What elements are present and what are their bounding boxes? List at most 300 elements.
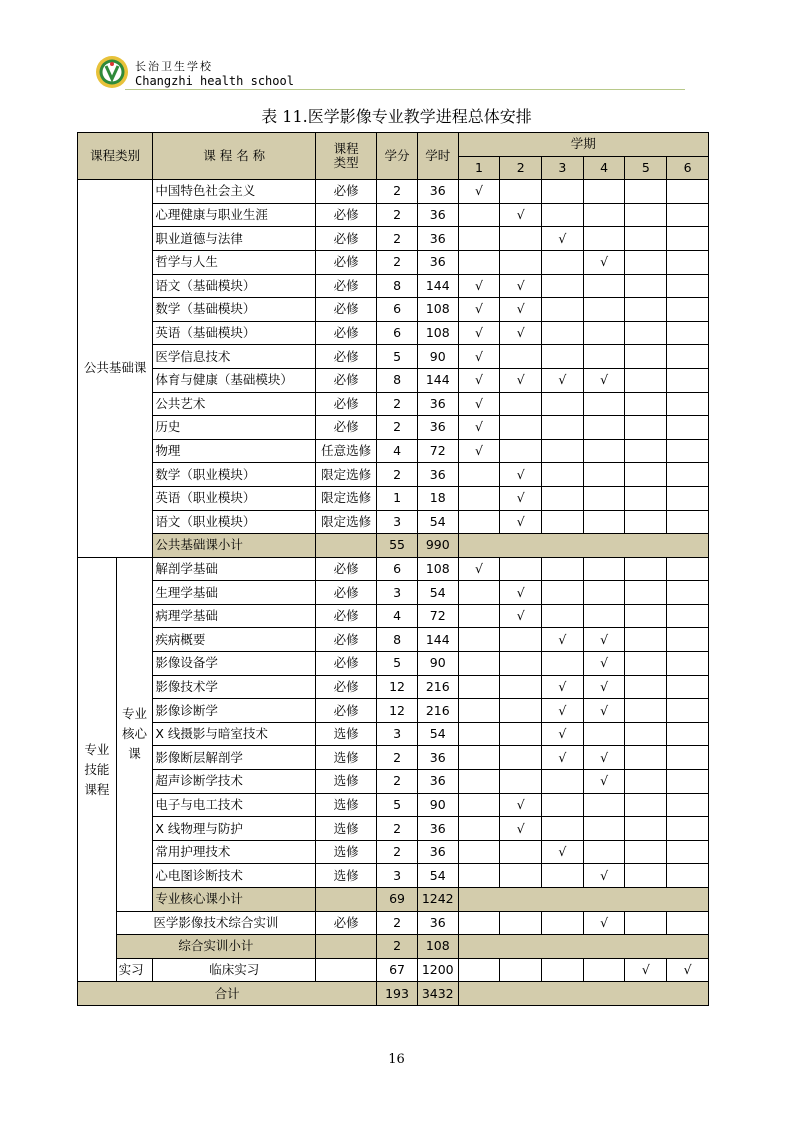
course-type: 必修: [316, 416, 377, 440]
course-hours: 216: [417, 699, 458, 723]
header-semester-2: 2: [500, 156, 542, 180]
table-row: [78, 581, 709, 605]
semester-cell: [583, 416, 625, 440]
semester-cell: [583, 345, 625, 369]
internship-name: 临床实习: [153, 958, 316, 982]
course-credits: 2: [377, 392, 418, 416]
semester-cell: [583, 392, 625, 416]
semester-cell: [458, 722, 500, 746]
semester-cell: [458, 793, 500, 817]
course-type: 必修: [316, 227, 377, 251]
teaching-schedule-table: [77, 132, 709, 1006]
semester-cell: [625, 416, 667, 440]
semester-cell: [667, 817, 709, 841]
semester-cell: [458, 604, 500, 628]
semester-cell: [458, 203, 500, 227]
semester-check-mark: √: [500, 581, 542, 605]
course-type: 必修: [316, 604, 377, 628]
table-row: [78, 368, 709, 392]
course-credits: 6: [377, 298, 418, 322]
semester-cell: [583, 321, 625, 345]
header-hours: 学时: [417, 133, 458, 180]
course-name: 历史: [153, 416, 316, 440]
semester-cell: [625, 864, 667, 888]
semester-cell: [583, 557, 625, 581]
course-name: 数学（职业模块）: [153, 463, 316, 487]
semester-cell: [625, 368, 667, 392]
course-name: 影像诊断学: [153, 699, 316, 723]
semester-cell: [458, 250, 500, 274]
course-name: 体育与健康（基础模块）: [153, 368, 316, 392]
course-credits: 2: [377, 746, 418, 770]
semester-cell: [583, 486, 625, 510]
semester-cell: [583, 722, 625, 746]
training-hours: 36: [417, 911, 458, 935]
semester-cell: [542, 604, 584, 628]
public-subtotal-label: 公共基础课小计: [153, 534, 316, 558]
semester-cell: [458, 840, 500, 864]
semester-cell: [542, 510, 584, 534]
table-row: [78, 864, 709, 888]
semester-cell: [625, 439, 667, 463]
course-hours: 18: [417, 486, 458, 510]
semester-cell: [625, 604, 667, 628]
semester-cell: [500, 628, 542, 652]
table-row: [78, 793, 709, 817]
total-label: 合计: [78, 982, 377, 1006]
course-credits: 8: [377, 274, 418, 298]
semester-check-mark: √: [458, 368, 500, 392]
course-hours: 36: [417, 250, 458, 274]
table-row: [78, 699, 709, 723]
table-row: [78, 958, 709, 982]
table-row: [78, 911, 709, 935]
semester-check-mark: √: [458, 321, 500, 345]
header-credits: 学分: [377, 133, 418, 180]
semester-cell: [583, 510, 625, 534]
course-credits: 12: [377, 699, 418, 723]
semester-cell: [542, 486, 584, 510]
course-hours: 36: [417, 416, 458, 440]
course-hours: 108: [417, 557, 458, 581]
semester-cell: [458, 652, 500, 676]
internship-type: [316, 958, 377, 982]
course-credits: 4: [377, 604, 418, 628]
header-divider: [125, 89, 685, 90]
semester-check-mark: √: [583, 250, 625, 274]
semester-check-mark: √: [583, 368, 625, 392]
course-name: 心电图诊断技术: [153, 864, 316, 888]
semester-check-mark: √: [500, 510, 542, 534]
semester-check-mark: √: [583, 675, 625, 699]
semester-cell: [625, 817, 667, 841]
table-row: [78, 510, 709, 534]
semester-cell: [500, 652, 542, 676]
semester-cell: [667, 652, 709, 676]
semester-check-mark: √: [458, 345, 500, 369]
semester-check-mark: √: [458, 274, 500, 298]
course-credits: 6: [377, 321, 418, 345]
training-subtotal-semesters: [458, 935, 708, 959]
course-type: 必修: [316, 250, 377, 274]
semester-cell: [542, 203, 584, 227]
semester-cell: [625, 486, 667, 510]
course-type: 必修: [316, 557, 377, 581]
table-row: [78, 486, 709, 510]
table-row: [78, 840, 709, 864]
course-credits: 2: [377, 463, 418, 487]
table-row: [78, 935, 709, 959]
semester-cell: [458, 746, 500, 770]
semester-cell: [667, 345, 709, 369]
semester-cell: [542, 463, 584, 487]
semester-cell: [583, 274, 625, 298]
category-core-label: 专业核心课: [121, 706, 147, 762]
course-credits: 2: [377, 180, 418, 204]
course-name: 物理: [153, 439, 316, 463]
semester-cell: [625, 298, 667, 322]
course-name: 语文（职业模块）: [153, 510, 316, 534]
category-professional: [78, 557, 117, 982]
header-course-type-l1: 课程: [333, 141, 359, 157]
table-row: [78, 817, 709, 841]
semester-check-mark: √: [583, 628, 625, 652]
semester-cell: [500, 392, 542, 416]
course-credits: 2: [377, 416, 418, 440]
semester-cell: [667, 416, 709, 440]
semester-check-mark: √: [500, 817, 542, 841]
semester-cell: [500, 557, 542, 581]
semester-check-mark: √: [583, 699, 625, 723]
semester-cell: [458, 911, 500, 935]
course-name: 医学信息技术: [153, 345, 316, 369]
semester-cell: [500, 864, 542, 888]
semester-cell: [667, 699, 709, 723]
course-type: 必修: [316, 699, 377, 723]
course-name: 数学（基础模块）: [153, 298, 316, 322]
semester-cell: [583, 180, 625, 204]
course-hours: 90: [417, 793, 458, 817]
semester-cell: [667, 368, 709, 392]
semester-check-mark: √: [458, 298, 500, 322]
semester-cell: [500, 345, 542, 369]
semester-cell: [500, 416, 542, 440]
semester-cell: [458, 628, 500, 652]
semester-check-mark: √: [583, 864, 625, 888]
table-row: [78, 392, 709, 416]
course-type: 选修: [316, 840, 377, 864]
training-subtotal-hours: 108: [417, 935, 458, 959]
table-row: [78, 770, 709, 794]
semester-cell: [625, 274, 667, 298]
table-row: [78, 746, 709, 770]
course-hours: 36: [417, 180, 458, 204]
semester-check-mark: √: [458, 180, 500, 204]
course-name: 影像技术学: [153, 675, 316, 699]
semester-cell: [500, 180, 542, 204]
semester-cell: [667, 840, 709, 864]
category-professional-label: 专业技能课程: [84, 741, 110, 797]
semester-cell: [542, 864, 584, 888]
semester-cell: [625, 510, 667, 534]
training-subtotal-type: [316, 935, 377, 959]
training-subtotal-credits: 2: [377, 935, 418, 959]
semester-cell: [667, 250, 709, 274]
course-credits: 12: [377, 675, 418, 699]
semester-cell: [583, 840, 625, 864]
header-semester: 学期: [458, 133, 708, 157]
course-hours: 108: [417, 298, 458, 322]
page-number: 16: [388, 1052, 405, 1067]
school-emblem-icon: [95, 55, 129, 89]
semester-cell: [542, 416, 584, 440]
course-type: 必修: [316, 675, 377, 699]
table-row: [78, 250, 709, 274]
table-row: [78, 722, 709, 746]
course-type: 必修: [316, 628, 377, 652]
semester-cell: [625, 180, 667, 204]
table-row: [78, 534, 709, 558]
semester-cell: [542, 250, 584, 274]
semester-cell: [625, 203, 667, 227]
semester-check-mark: √: [500, 298, 542, 322]
semester-cell: [458, 958, 500, 982]
semester-cell: [583, 203, 625, 227]
course-name: 影像断层解剖学: [153, 746, 316, 770]
semester-check-mark: √: [458, 416, 500, 440]
course-credits: 8: [377, 368, 418, 392]
semester-check-mark: √: [500, 203, 542, 227]
semester-cell: [583, 439, 625, 463]
table-row: [78, 439, 709, 463]
course-type: 选修: [316, 770, 377, 794]
total-semesters: [458, 982, 708, 1006]
semester-cell: [625, 793, 667, 817]
semester-cell: [542, 958, 584, 982]
course-type: 必修: [316, 581, 377, 605]
course-hours: 144: [417, 368, 458, 392]
course-type: 必修: [316, 203, 377, 227]
course-type: 必修: [316, 652, 377, 676]
semester-check-mark: √: [542, 675, 584, 699]
semester-cell: [583, 227, 625, 251]
internship-credits: 67: [377, 958, 418, 982]
course-name: 公共艺术: [153, 392, 316, 416]
semester-cell: [625, 840, 667, 864]
course-name: X 线摄影与暗室技术: [153, 722, 316, 746]
semester-check-mark: √: [500, 486, 542, 510]
public-subtotal-credits: 55: [377, 534, 418, 558]
semester-check-mark: √: [542, 368, 584, 392]
course-type: 选修: [316, 817, 377, 841]
header-category: 课程类别: [78, 133, 153, 180]
header-semester-3: 3: [542, 156, 584, 180]
course-name: 中国特色社会主义: [153, 180, 316, 204]
header-course-type: [316, 133, 377, 180]
table-title: 表 11.医学影像专业教学进程总体安排: [261, 107, 532, 126]
table-row: [78, 227, 709, 251]
course-name: 心理健康与职业生涯: [153, 203, 316, 227]
core-subtotal-type: [316, 888, 377, 912]
semester-cell: [667, 463, 709, 487]
semester-cell: [667, 628, 709, 652]
course-hours: 54: [417, 510, 458, 534]
course-credits: 5: [377, 793, 418, 817]
semester-cell: [542, 817, 584, 841]
semester-cell: [625, 581, 667, 605]
semester-check-mark: √: [625, 958, 667, 982]
course-hours: 90: [417, 345, 458, 369]
course-hours: 36: [417, 840, 458, 864]
semester-check-mark: √: [542, 628, 584, 652]
course-credits: 3: [377, 510, 418, 534]
course-type: 必修: [316, 368, 377, 392]
course-hours: 54: [417, 581, 458, 605]
course-name: 超声诊断学技术: [153, 770, 316, 794]
core-subtotal-hours: 1242: [417, 888, 458, 912]
semester-cell: [458, 770, 500, 794]
course-hours: 216: [417, 675, 458, 699]
course-type: 选修: [316, 864, 377, 888]
course-hours: 36: [417, 203, 458, 227]
semester-cell: [667, 864, 709, 888]
public-subtotal-hours: 990: [417, 534, 458, 558]
semester-check-mark: √: [583, 746, 625, 770]
table-row: [78, 298, 709, 322]
course-hours: 144: [417, 274, 458, 298]
header-semester-5: 5: [625, 156, 667, 180]
course-type: 必修: [316, 392, 377, 416]
course-type: 选修: [316, 793, 377, 817]
training-name: 医学影像技术综合实训: [116, 911, 315, 935]
table-row: [78, 274, 709, 298]
semester-cell: [583, 463, 625, 487]
course-type: 选修: [316, 722, 377, 746]
semester-cell: [458, 817, 500, 841]
semester-cell: [458, 864, 500, 888]
semester-check-mark: √: [500, 793, 542, 817]
semester-cell: [583, 958, 625, 982]
semester-cell: [542, 652, 584, 676]
course-credits: 1: [377, 486, 418, 510]
semester-cell: [667, 510, 709, 534]
course-hours: 108: [417, 321, 458, 345]
course-type: 限定选修: [316, 463, 377, 487]
table-row: [78, 652, 709, 676]
course-name: X 线物理与防护: [153, 817, 316, 841]
semester-cell: [542, 180, 584, 204]
semester-check-mark: √: [667, 958, 709, 982]
semester-cell: [625, 770, 667, 794]
semester-check-mark: √: [458, 557, 500, 581]
semester-cell: [542, 345, 584, 369]
school-name-cn: 长治卫生学校: [135, 60, 213, 73]
course-type: 必修: [316, 298, 377, 322]
table-row: [78, 888, 709, 912]
semester-cell: [500, 722, 542, 746]
semester-cell: [667, 557, 709, 581]
course-type: 限定选修: [316, 510, 377, 534]
course-name: 病理学基础: [153, 604, 316, 628]
semester-cell: [667, 770, 709, 794]
semester-cell: [625, 722, 667, 746]
semester-cell: [625, 911, 667, 935]
semester-cell: [542, 581, 584, 605]
semester-check-mark: √: [542, 840, 584, 864]
course-credits: 6: [377, 557, 418, 581]
semester-cell: [542, 770, 584, 794]
semester-cell: [542, 911, 584, 935]
semester-cell: [542, 392, 584, 416]
semester-cell: [667, 203, 709, 227]
semester-cell: [500, 746, 542, 770]
course-type: 选修: [316, 746, 377, 770]
table-row: [78, 628, 709, 652]
semester-cell: [625, 250, 667, 274]
course-name: 解剖学基础: [153, 557, 316, 581]
table-row: [78, 675, 709, 699]
course-type: 限定选修: [316, 486, 377, 510]
core-subtotal-semesters: [458, 888, 708, 912]
course-name: 常用护理技术: [153, 840, 316, 864]
semester-check-mark: √: [542, 722, 584, 746]
training-subtotal-label: 综合实训小计: [116, 935, 315, 959]
table-row: [78, 203, 709, 227]
semester-cell: [625, 557, 667, 581]
semester-check-mark: √: [458, 439, 500, 463]
course-type: 必修: [316, 274, 377, 298]
semester-cell: [667, 298, 709, 322]
page-header: [95, 55, 690, 91]
total-credits: 193: [377, 982, 418, 1006]
semester-cell: [500, 227, 542, 251]
course-credits: 3: [377, 581, 418, 605]
course-hours: 90: [417, 652, 458, 676]
course-credits: 3: [377, 864, 418, 888]
semester-cell: [667, 746, 709, 770]
semester-cell: [667, 675, 709, 699]
semester-cell: [458, 581, 500, 605]
course-credits: 5: [377, 345, 418, 369]
semester-cell: [500, 699, 542, 723]
semester-cell: [625, 746, 667, 770]
table-row: [78, 345, 709, 369]
semester-cell: [667, 274, 709, 298]
course-hours: 54: [417, 864, 458, 888]
course-type: 必修: [316, 180, 377, 204]
table-row: [78, 557, 709, 581]
semester-cell: [458, 699, 500, 723]
semester-cell: [625, 392, 667, 416]
semester-check-mark: √: [500, 368, 542, 392]
semester-cell: [542, 793, 584, 817]
internship-hours: 1200: [417, 958, 458, 982]
course-hours: 144: [417, 628, 458, 652]
course-hours: 72: [417, 604, 458, 628]
semester-cell: [667, 439, 709, 463]
semester-cell: [625, 321, 667, 345]
course-type: 必修: [316, 321, 377, 345]
course-credits: 2: [377, 840, 418, 864]
course-name: 影像设备学: [153, 652, 316, 676]
semester-check-mark: √: [500, 274, 542, 298]
header-course-type-l2: 类型: [333, 155, 359, 171]
semester-check-mark: √: [500, 321, 542, 345]
semester-check-mark: √: [500, 463, 542, 487]
semester-cell: [667, 486, 709, 510]
course-credits: 8: [377, 628, 418, 652]
semester-cell: [667, 180, 709, 204]
